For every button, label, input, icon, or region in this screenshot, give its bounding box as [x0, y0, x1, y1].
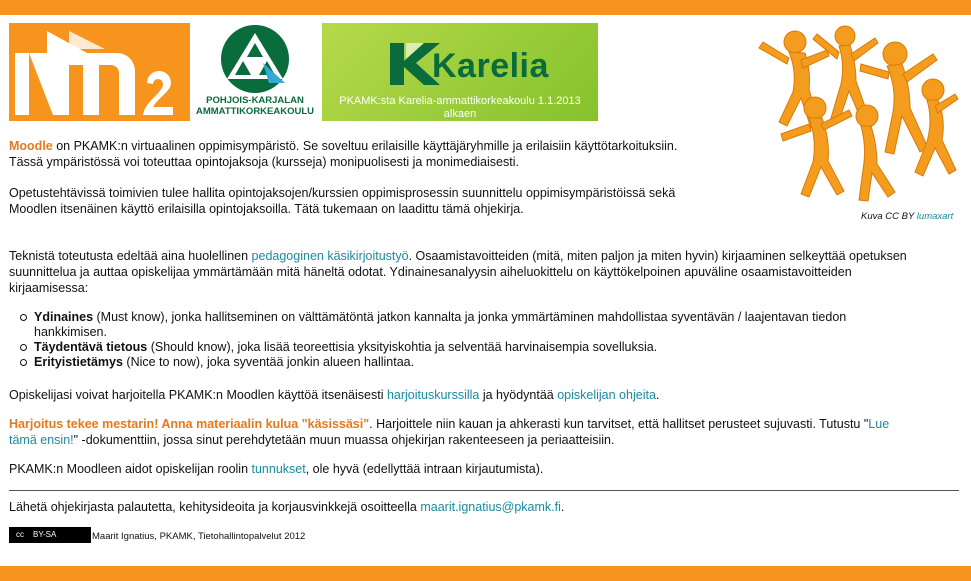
list-desc: (Must know), jonka hallitseminen on välttämätöntä jatkon kannalta ja jonka ymmärtäminen mahdollistaa syventävän / laajentavan tiedon — [93, 310, 847, 324]
dancing-figures-image — [755, 20, 960, 205]
cc-badge-text: BY-SA — [30, 528, 90, 542]
divider — [9, 490, 959, 491]
bottom-orange-bar — [0, 566, 971, 581]
read-first-link-part2[interactable]: tämä ensin! — [9, 433, 74, 447]
practice-course-link[interactable]: harjoituskurssilla — [386, 388, 480, 402]
para6-post: , ole hyvä (edellyttää intraan kirjautumista). — [305, 462, 544, 476]
para4-mid: ja hyödyntää — [479, 388, 558, 402]
pkamk-emblem — [193, 23, 317, 95]
para3-line-1 — [9, 249, 907, 264]
karelia-banner — [322, 23, 598, 121]
image-credit-author-link[interactable]: lumaxart — [916, 211, 954, 222]
para3-line-2: suunnittelua ja auttaa opiskelijaa ymmärtämään mitä häneltä odotat. Ydinainesanalyysin aiheluokittelu on käyttökelpoinen apuväline osaamistavoitteiden — [9, 265, 852, 279]
image-credit — [861, 211, 953, 222]
license-author-line: Maarit Ignatius, PKAMK, Tietohallintopalvelut 2012 — [92, 531, 306, 542]
para2-line-1: Opetustehtävissä toimivien tulee hallita opintojaksojen/kurssien oppimisprosessin suunnittelu oppimisympäristöissä sekä — [9, 186, 676, 200]
list-desc-cont: hankkimisen. — [34, 325, 107, 339]
feedback-pre: Lähetä ohjekirjasta palautetta, kehitysideoita ja korjausvinkkejä osoitteella — [9, 500, 421, 514]
pkamk-name: POHJOIS-KARJALAN AMMATTIKORKEAKOULU — [195, 95, 315, 117]
intro-line-1 — [9, 139, 677, 154]
karelia-wordmark: Karelia — [432, 47, 549, 85]
para5-text-2: " -dokumenttiin, jossa sinut perehdytetään muun muassa ohjekirjan rakenteeseen ja periaatteisiin. — [73, 433, 615, 447]
cc-license-badge[interactable] — [9, 527, 91, 543]
content-categories-list — [12, 310, 914, 370]
cc-icon: cc — [10, 528, 30, 542]
para5-line-2 — [9, 433, 614, 448]
para3-line-3: kirjaamisessa: — [9, 281, 89, 295]
practice-motto: Harjoitus tekee mestarin! Anna materiaalin kulua "käsissäsi" — [9, 417, 370, 431]
dancers-illustration — [755, 20, 960, 205]
m2-logo-graphic — [9, 23, 190, 121]
para3-line1-post: . Osaamistavoitteiden (mitä, miten paljon ja miten hyvin) kirjaaminen selkeyttää opetuksen — [408, 249, 907, 263]
para5-text-1: . Harjoittele niin kauan ja ahkerasti kun tarvitset, että hallitset perusteet sujuvasti. Tutustu " — [369, 417, 869, 431]
para5-line-1 — [9, 417, 889, 432]
list-term: Täydentävä tietous — [34, 340, 148, 354]
para4 — [9, 388, 659, 403]
list-desc: (Should know), joka lisää teoreettisia yksityiskohtia ja selventää harvinaisempia sovelluksia. — [147, 340, 658, 354]
list-item-taydentava — [34, 340, 914, 355]
feedback-line — [9, 500, 564, 515]
m2-logo — [9, 23, 190, 121]
credentials-link[interactable]: tunnukset — [251, 462, 306, 476]
read-first-link-part1[interactable]: Lue — [868, 417, 890, 431]
pedagogical-script-link[interactable]: pedagoginen käsikirjoitustyö — [251, 249, 409, 263]
image-credit-prefix: Kuva CC BY — [861, 211, 917, 222]
moodle-word: Moodle — [9, 139, 53, 153]
pkamk-logo — [193, 23, 317, 121]
list-desc: (Nice to now), joka syventää jonkin alueen hallintaa. — [122, 355, 415, 369]
para3-pre: Teknistä toteutusta edeltää aina huolellinen — [9, 249, 252, 263]
list-item-erityistietamys — [34, 355, 914, 370]
top-orange-bar — [0, 0, 971, 15]
feedback-post: . — [560, 500, 565, 514]
feedback-email-link[interactable]: maarit.ignatius@pkamk.fi — [420, 500, 561, 514]
para2-line-2: Moodlen itsenäinen käyttö erilaisilla opintojaksoilla. Tätä tukemaan on laadittu tämä ohjekirja. — [9, 202, 524, 216]
student-guides-link[interactable]: opiskelijan ohjeita — [557, 388, 656, 402]
intro-text-1: on PKAMK:n virtuaalinen oppimisympäristö. Se soveltuu erilaisille käyttäjäryhmille ja erilaisiin käyttötarkoituksiin. — [52, 139, 678, 153]
list-term: Ydinaines — [34, 310, 94, 324]
para4-pre: Opiskelijasi voivat harjoitella PKAMK:n Moodlen käyttöä itsenäisesti — [9, 388, 387, 402]
para6 — [9, 462, 543, 477]
intro-line-2: Tässä ympäristössä voi toteuttaa opintojaksoja (kursseja) monipuolisesti ja monimediaisesti. — [9, 155, 519, 169]
para6-pre: PKAMK:n Moodleen aidot opiskelijan roolin — [9, 462, 252, 476]
karelia-subtitle: PKAMK:sta Karelia-ammattikorkeakoulu 1.1.2013 alkaen — [339, 95, 581, 120]
list-term: Erityistietämys — [34, 355, 123, 369]
list-item-ydinaines — [34, 310, 914, 340]
para4-post: . — [655, 388, 660, 402]
